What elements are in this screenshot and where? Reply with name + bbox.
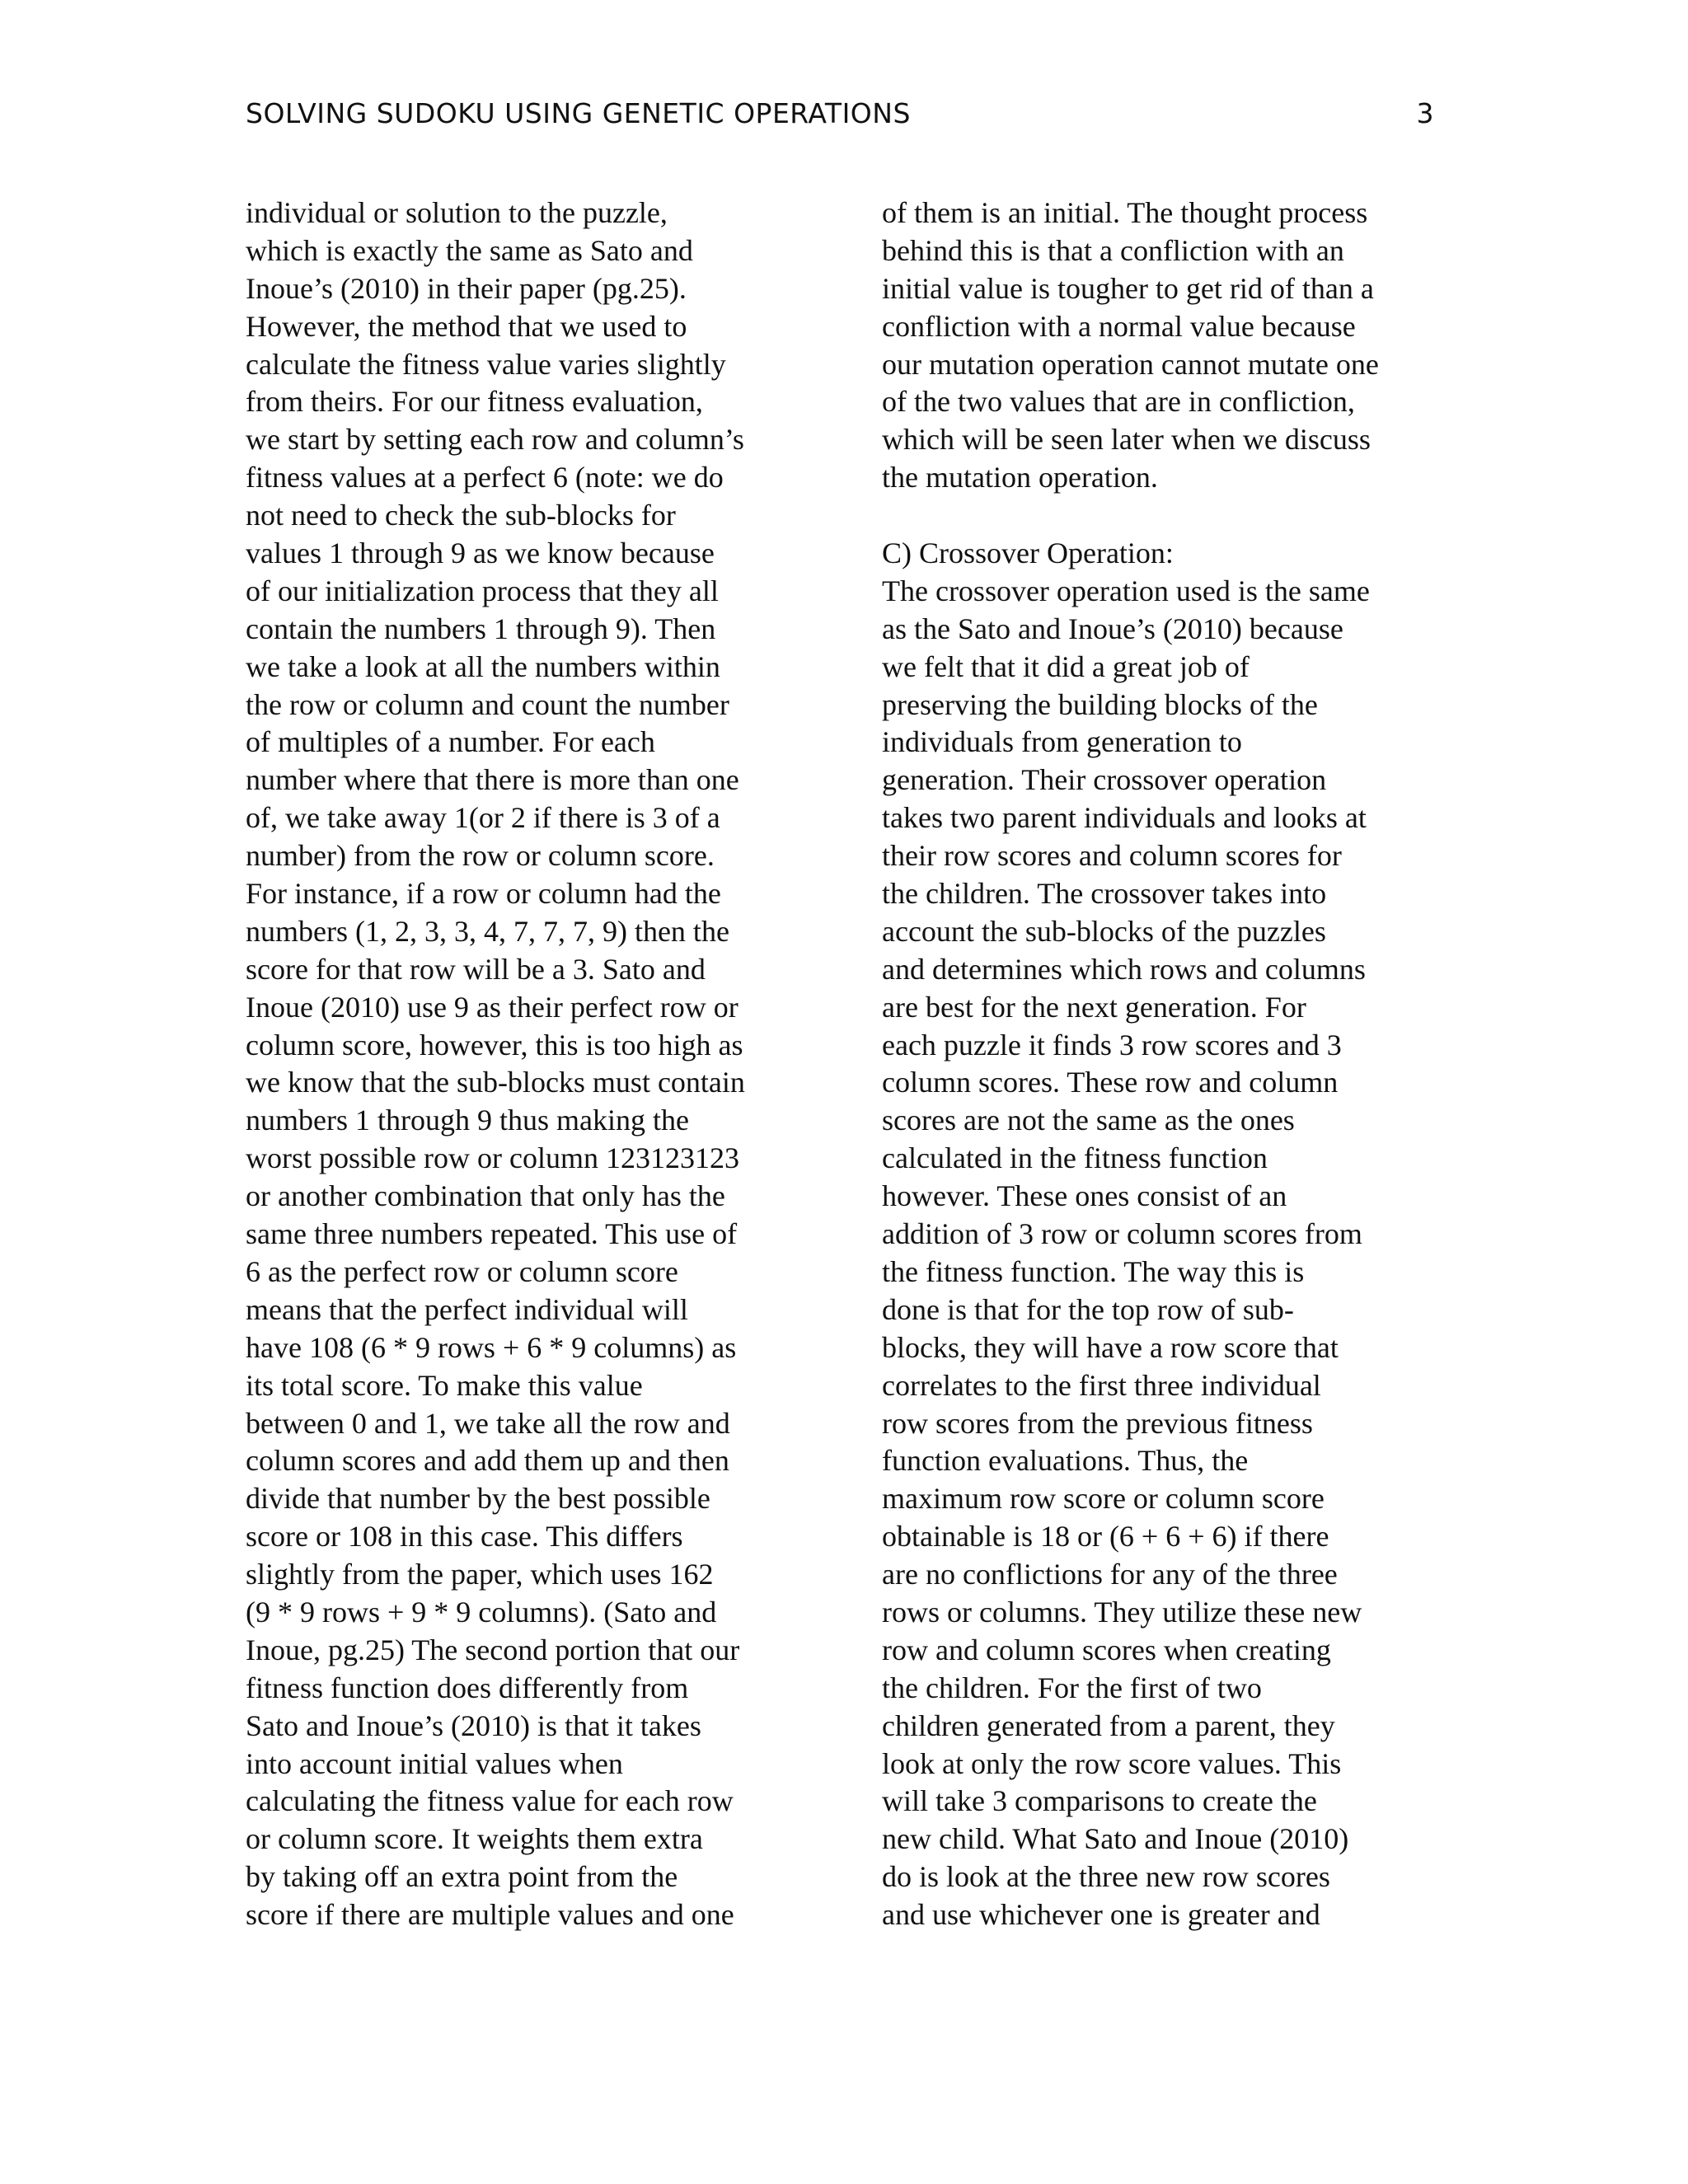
text-line: the children. The crossover takes into <box>882 877 1327 911</box>
text-line: worst possible row or column 123123123 <box>246 1141 739 1175</box>
paragraph-gap <box>882 497 1459 535</box>
text-line: numbers 1 through 9 thus making the <box>246 1104 689 1137</box>
text-line: have 108 (6 * 9 rows + 6 * 9 columns) as <box>246 1330 737 1364</box>
text-line: or column score. It weights them extra <box>246 1822 703 1856</box>
text-line: and use whichever one is greater and <box>882 1898 1320 1932</box>
text-line: we know that the sub-blocks must contain <box>246 1066 745 1099</box>
text-line: rows or columns. They utilize these new <box>882 1595 1362 1629</box>
text-line: 6 as the perfect row or column score <box>246 1254 678 1288</box>
text-line: For instance, if a row or column had the <box>246 877 721 911</box>
text-line: blocks, they will have a row score that <box>882 1330 1339 1364</box>
text-line: divide that number by the best possible <box>246 1482 710 1516</box>
text-line: of our initialization process that they all <box>246 574 719 607</box>
text-line: function evaluations. Thus, the <box>882 1444 1249 1478</box>
text-line: column score, however, this is too high as <box>246 1028 743 1062</box>
text-line: the row or column and count the number <box>246 687 729 721</box>
text-line: initial value is tougher to get rid of than a <box>882 271 1374 305</box>
text-line: number) from the row or column score. <box>246 839 715 873</box>
text-line: are no conflictions for any of the three <box>882 1558 1338 1591</box>
text-line: or another combination that only has the <box>246 1179 725 1213</box>
text-line: slightly from the paper, which uses 162 <box>246 1558 714 1591</box>
text-line: as the Sato and Inoue’s (2010) because <box>882 612 1343 645</box>
text-line: our mutation operation cannot mutate one <box>882 347 1379 381</box>
text-line: numbers (1, 2, 3, 3, 4, 7, 7, 7, 9) then the <box>246 914 729 948</box>
text-line: generation. Their crossover operation <box>882 763 1327 797</box>
text-line: number where that there is more than one <box>246 763 739 797</box>
text-line: However, the method that we used to <box>246 309 687 343</box>
text-line: fitness values at a perfect 6 (note: we do <box>246 461 724 494</box>
text-line: score or 108 in this case. This differs <box>246 1520 683 1554</box>
text-line: takes two parent individuals and looks at <box>882 801 1367 835</box>
text-line: Sato and Inoue’s (2010) is that it takes <box>246 1708 701 1742</box>
left-text-column <box>246 194 823 1934</box>
text-line: confliction with a normal value because <box>882 309 1356 343</box>
running-head <box>246 97 1434 138</box>
right-text-column <box>882 194 1459 1934</box>
text-line: are best for the next generation. For <box>882 990 1306 1024</box>
text-line: contain the numbers 1 through 9). Then <box>246 612 716 645</box>
text-line: look at only the row score values. This <box>882 1746 1342 1780</box>
right-column-paragraph-1 <box>882 194 1459 497</box>
text-line: we start by setting each row and column’s <box>246 423 744 457</box>
text-line: score for that row will be a 3. Sato and <box>246 952 706 986</box>
text-line: calculating the fitness value for each row <box>246 1784 734 1818</box>
right-column-paragraph-2 <box>882 573 1459 1934</box>
text-line: row scores from the previous fitness <box>882 1406 1313 1440</box>
text-line: the fitness function. The way this is <box>882 1254 1305 1288</box>
section-heading: C) Crossover Operation: <box>882 537 1174 570</box>
text-line: between 0 and 1, we take all the row and <box>246 1406 730 1440</box>
text-line: same three numbers repeated. This use of <box>246 1217 738 1251</box>
text-line: (9 * 9 rows + 9 * 9 columns). (Sato and <box>246 1595 717 1629</box>
text-line: addition of 3 row or column scores from <box>882 1217 1362 1251</box>
text-line: obtainable is 18 or (6 + 6 + 6) if there <box>882 1520 1329 1554</box>
text-line: maximum row score or column score <box>882 1482 1325 1516</box>
text-line: from theirs. For our fitness evaluation, <box>246 385 703 419</box>
text-line: score if there are multiple values and one <box>246 1898 734 1932</box>
text-line: fitness function does differently from <box>246 1671 689 1704</box>
text-line: Inoue (2010) use 9 as their perfect row or <box>246 990 738 1024</box>
text-line: the children. For the first of two <box>882 1671 1262 1704</box>
text-line: row and column scores when creating <box>882 1633 1331 1666</box>
text-line: which will be seen later when we discuss <box>882 423 1371 457</box>
text-line: correlates to the first three individual <box>882 1368 1321 1402</box>
text-line: do is look at the three new row scores <box>882 1860 1330 1894</box>
text-line: Inoue’s (2010) in their paper (pg.25). <box>246 271 687 305</box>
text-line: of them is an initial. The thought process <box>882 196 1368 229</box>
text-line: individuals from generation to <box>882 725 1242 759</box>
text-line: into account initial values when <box>246 1746 623 1780</box>
text-line: which is exactly the same as Sato and <box>246 233 693 267</box>
text-line: not need to check the sub-blocks for <box>246 499 676 532</box>
text-line: will take 3 comparisons to create the <box>882 1784 1317 1818</box>
text-line: Inoue, pg.25) The second portion that our <box>246 1633 740 1666</box>
text-line: scores are not the same as the ones <box>882 1104 1295 1137</box>
text-line: calculate the fitness value varies slightly <box>246 347 726 381</box>
text-line: each puzzle it finds 3 row scores and 3 <box>882 1028 1342 1062</box>
text-line: column scores. These row and column <box>882 1066 1339 1099</box>
text-line: the mutation operation. <box>882 461 1158 494</box>
running-title: SOLVING SUDOKU USING GENETIC OPERATIONS <box>246 97 911 129</box>
text-line: however. These ones consist of an <box>882 1179 1287 1213</box>
text-line: we take a look at all the numbers within <box>246 649 720 683</box>
text-line: of, we take away 1(or 2 if there is 3 of a <box>246 801 720 835</box>
text-line: account the sub-blocks of the puzzles <box>882 914 1326 948</box>
text-line: individual or solution to the puzzle, <box>246 196 668 229</box>
text-line: of the two values that are in confliction, <box>882 385 1355 419</box>
text-line: means that the perfect individual will <box>246 1292 688 1326</box>
text-line: column scores and add them up and then <box>246 1444 729 1478</box>
text-line: preserving the building blocks of the <box>882 687 1318 721</box>
text-line: we felt that it did a great job of <box>882 649 1250 683</box>
text-line: children generated from a parent, they <box>882 1708 1335 1742</box>
text-line: and determines which rows and columns <box>882 952 1366 986</box>
text-line: values 1 through 9 as we know because <box>246 537 715 570</box>
text-line: their row scores and column scores for <box>882 839 1342 873</box>
page-number: 3 <box>1416 97 1434 129</box>
text-line: its total score. To make this value <box>246 1368 643 1402</box>
text-line: calculated in the fitness function <box>882 1141 1268 1175</box>
text-line: by taking off an extra point from the <box>246 1860 678 1894</box>
text-line: of multiples of a number. For each <box>246 725 655 759</box>
text-line: behind this is that a confliction with an <box>882 233 1344 267</box>
text-line: new child. What Sato and Inoue (2010) <box>882 1822 1349 1856</box>
text-line: The crossover operation used is the same <box>882 574 1370 607</box>
text-line: done is that for the top row of sub- <box>882 1292 1294 1326</box>
